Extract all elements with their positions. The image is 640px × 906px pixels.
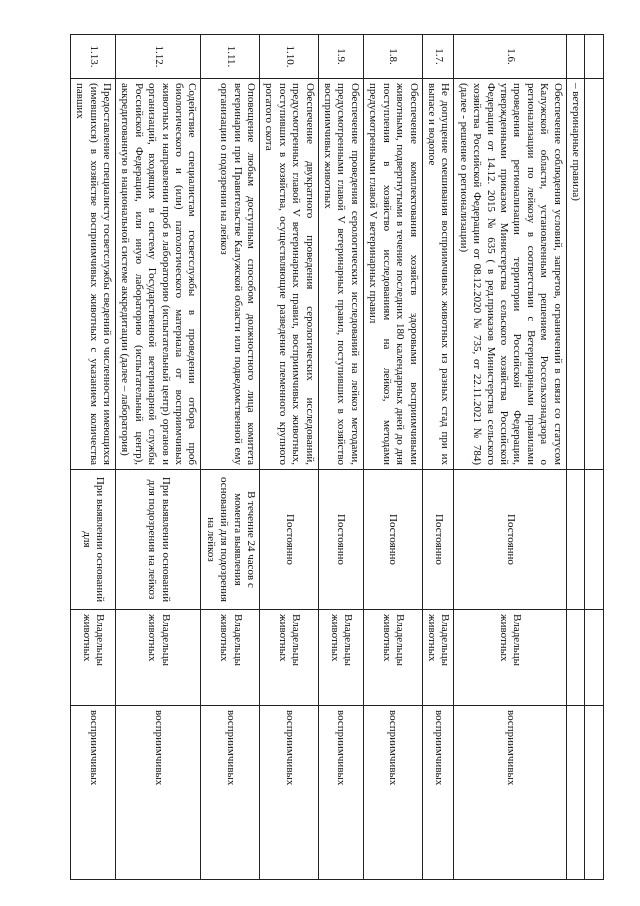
table-row [363,35,422,880]
deadline [566,470,584,610]
measure-description: Оповещение любым доступным способом должностного лица комитета ветеринарии при Правительстве Калужской области или подведомственной ему организации о подозрении на лейкоз [201,79,260,470]
responsible: Владельцы животных [422,610,454,706]
measure-description: Обеспечение проведения серологических исследований на лейкоз методами, предусмотренными главой V ветеринарных правил, поступивших в хозяйство восприимчивых животных [318,79,363,470]
responsible: Владельцы животных [70,610,115,706]
table-row [201,35,260,880]
deadline: Постоянно [454,470,566,610]
row-number [566,35,584,79]
species: восприимчивых [318,706,363,880]
deadline: Постоянно [363,470,422,610]
top-blank-cell [585,470,604,610]
deadline: Постоянно [318,470,363,610]
table-row [260,35,319,880]
top-blank-cell [585,706,604,880]
deadline: Постоянно [260,470,319,610]
row-number: 1.9. [318,35,363,79]
species: восприимчивых [260,706,319,880]
measures-table [70,34,604,880]
measure-description: Не допущение смешивания восприимчивых животных из разных стад при их выпасе и водопое [422,79,454,470]
deadline: При выявлении оснований для подозрения на лейкоз [116,470,201,610]
table-row [566,35,584,880]
responsible: Владельцы животных [363,610,422,706]
responsible: Владельцы животных [454,610,566,706]
species: восприимчивых [454,706,566,880]
table-row [585,35,604,880]
responsible: Владельцы животных [116,610,201,706]
species: восприимчивых [116,706,201,880]
deadline: При выявлении оснований для [70,470,115,610]
table-row [116,35,201,880]
row-number: 1.8. [363,35,422,79]
table-row [70,35,115,880]
species: восприимчивых [363,706,422,880]
row-number: 1.7. [422,35,454,79]
row-number: 1.12. [116,35,201,79]
responsible: Владельцы животных [260,610,319,706]
species [566,706,584,880]
top-blank-cell [585,610,604,706]
table-row [318,35,363,880]
deadline: В течение 24 часов с момента выявления оснований для подозрения на лейкоз [201,470,260,610]
table-body [70,35,603,880]
measure-description: Предоставление специалисту госветслужбы сведений о численности имеющихся (имевшихся) в хозяйстве восприимчивых животных с указанием количества павших [70,79,115,470]
table-row [454,35,566,880]
measure-description: Обеспечение комплектования хозяйств здоровыми восприимчивыми животными, подвергнутыми в течение последних 180 календарных дней до дня поступления в хозяйство исследованиям на лейкоз, методами предусмотренными главой V ветеринарных правил [363,79,422,470]
row-number: 1.6. [454,35,566,79]
responsible: Владельцы животных [318,610,363,706]
species: восприимчивых [422,706,454,880]
measure-description: Содействие специалистам госветслужбы в проведении отбора проб биологического и (или) патологического материала от восприимчивых животных и направлении проб в лабораторию (испытательный центр) органов и организаций, входящих в систему Государственной ветеринарной службы Российской Федерации, или иную лабораторию (испытательный центр), аккредитованную в национальной системе аккредитации (далее – лаборатория) [116,79,201,470]
species: восприимчивых [70,706,115,880]
row-number: 1.13. [70,35,115,79]
rotated-page [72,34,604,879]
row-number: 1.11. [201,35,260,79]
measure-description: Обеспечение соблюдения условий, запретов, ограничений в связи со статусом Калужской области, установленным решением Россельхознадзора о регионализации по лейкозу в соответствии с Ветеринарными правилами проведения регионализации территории Российской Федерации, утвержденными приказом Министерства сельского хозяйства Российской Федерации от 14.12. 2015 № 635 ( в ред.приказов Министерства сельского хозяйства Российской Федерации от 08.12.2020 № 735, от 22.11.2021 № 784) (далее - решение о регионализации) [454,79,566,470]
species: восприимчивых [201,706,260,880]
table-row [422,35,454,880]
measure-description: – ветеринарные правила) [566,79,584,470]
responsible [566,610,584,706]
responsible: Владельцы животных [201,610,260,706]
deadline: Постоянно [422,470,454,610]
row-number: 1.10. [260,35,319,79]
top-blank-cell [585,79,604,470]
top-blank-cell [585,35,604,79]
measure-description: Обеспечение двукратного проведения серологических исследований, предусмотренных главой V ветеринарных правил, восприимчивых животных, поступивших в хозяйства, осуществляющие разведение племенного крупного рогатого скота [260,79,319,470]
